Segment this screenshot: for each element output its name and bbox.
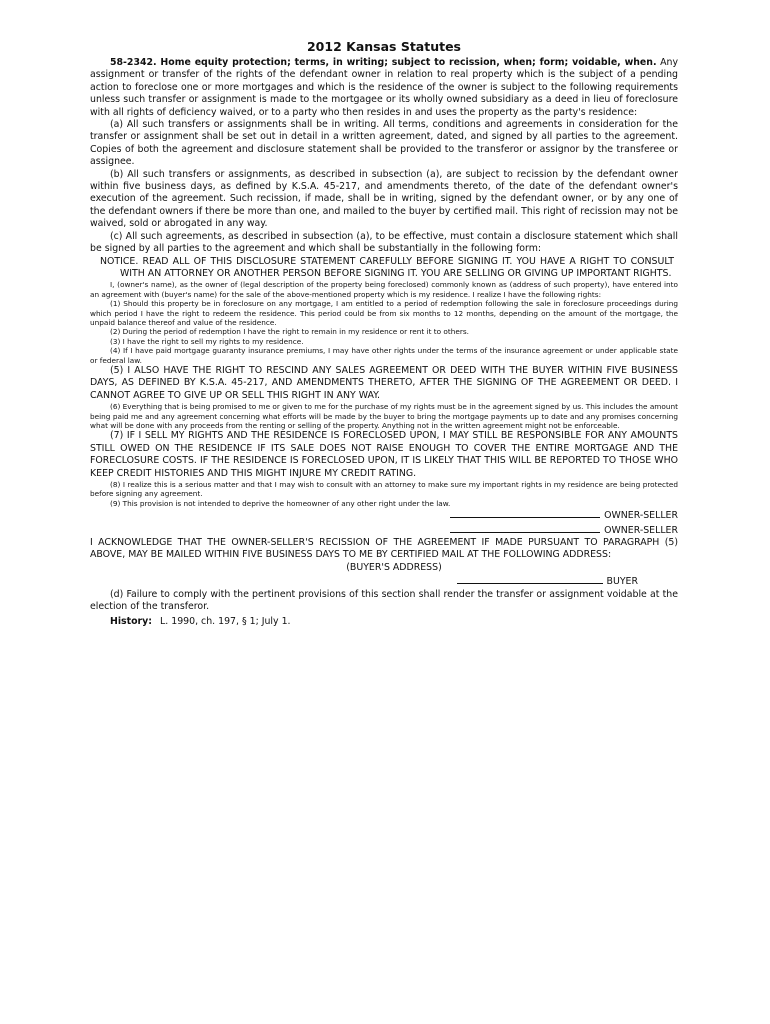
right-item-9: (9) This provision is not intended to deprive the homeowner of any other right under the law. [110,498,451,508]
paragraph-c: (c) All such agreements, as described in subsection (a), to be effective, must contain a disclosure statement which shall be signed by all parties to the agreement and which shall be substantially in the following form: [90,230,678,255]
paragraph-b: (b) All such transfers or assignments, as described in subsection (a), are subject to recission by the defendant owner within five business days, as defined by K.S.A. 45-217, and amendments thereto, of the date of the defendant owner's execution of the agreement. Such recission, if made, shall be in writing, signed by the defendant owner, or by any one of the defendant owners if there be more than one, and mailed to the buyer by certified mail. This right of recission may not be waived, sold or abrogated in any way. [90,168,678,230]
section-heading: 58-2342. Home equity protection; terms, in writing; subject to recission, when; form; voidable, when. [110,57,657,68]
right-item-8: (8) I realize this is a serious matter and that I may wish to consult with an attorney to make sure my important rights in my residence are being protected before signing any agreement. [90,480,678,499]
right-item-4: (4) If I have paid mortgage guaranty insurance premiums, I may have other rights under the terms of the insurance agreement or under applicable state or federal law. [90,346,678,365]
disclosure-notice: NOTICE. READ ALL OF THIS DISCLOSURE STATEMENT CAREFULLY BEFORE SIGNING IT. YOU HAVE A RIGHT TO CONSULT WITH AN ATTORNEY OR ANOTHER PERSON BEFORE SIGNING IT. YOU ARE SELLING OR GIVING UP IMPORTANT RIGHTS. [100,255,674,279]
statute-page [90,38,678,628]
form-intro: I, (owner's name), as the owner of (legal description of the property being foreclosed) commonly known as (address of such property), have entered into an agreement with (buyer's name) for the sale of the above-mentioned property which is my residence. I realize I have the following rights: [90,280,678,299]
section-intro [90,57,678,119]
buyer-signature [90,574,678,588]
signature-line [450,523,600,533]
owner-seller-signature-2 [90,523,678,537]
signature-line [450,508,600,518]
owner-seller-label: OWNER-SELLER [604,510,678,522]
buyer-label: BUYER [606,576,638,588]
intro-text: Any assignment or transfer of the rights of the defendant owner in relation to real property which is the subject of a pending action to foreclose one or more mortgages and which is the residence of the owner is subject to the following requirements unless such transfer or assignment is made to the mortgagee or its wholly owned subsidiary as a deed in lieu of foreclosure with all rights of deficiency waived, or to a party who then resides in and uses the property as the party's residence: [90,57,678,118]
owner-seller-label: OWNER-SELLER [604,524,678,536]
history-label: History: [110,615,153,627]
right-item-2: (2) During the period of redemption I have the right to remain in my residence or rent it to others. [110,327,469,337]
right-item-3: (3) I have the right to sell my rights to my residence. [110,336,304,346]
right-item-5: (5) I ALSO HAVE THE RIGHT TO RESCIND ANY SALES AGREEMENT OR DEED WITH THE BUYER WITHIN FIVE BUSINESS DAYS, AS DEFINED BY K.S.A. 45-217, AND AMENDMENTS THERETO, AFTER THE SIGNING OF THE AGREEMENT OR DEED. I CANNOT AGREE TO GIVE UP OR SELL THIS RIGHT IN ANY WAY. [90,364,678,401]
paragraph-d: (d) Failure to comply with the pertinent provisions of this section shall render the transfer or assignment voidable at the election of the transferor. [90,588,678,613]
right-item-7: (7) IF I SELL MY RIGHTS AND THE RESIDENCE IS FORECLOSED UPON, I MAY STILL BE RESPONSIBLE FOR ANY AMOUNTS STILL OWED ON THE RESIDENCE IF ITS SALE DOES NOT RAISE ENOUGH TO COVER THE ENTIRE MORTGAGE AND THE FORECLOSURE COSTS. IF THE RESIDENCE IS FORECLOSED UPON, IT IS LIKELY THAT THIS WILL BE REPORTED TO THOSE WHO KEEP CREDIT HISTORIES AND THIS MIGHT INJURE MY CREDIT RATING. [90,430,678,479]
signature-line [457,574,603,584]
paragraph-a: (a) All such transfers or assignments shall be in writing. All terms, conditions and agreements in consideration for the transfer or assignment shall be set out in detail in a written agreement, dated, and signed by all parties to the agreement. Copies of both the agreement and disclosure statement shall be provided to the transferor or assignor by the transferee or assignee. [90,119,678,168]
right-item-1: (1) Should this property be in foreclosure on any mortgage, I am entitled to a period of redemption following the sale in foreclosure proceedings during which period I have the right to redeem the residence. This period could be from six months to 12 months, depending on the amount of the mortgage, the unpaid balance thereof and value of the residence. [90,299,678,327]
owner-seller-signature-1 [90,508,678,522]
right-item-6: (6) Everything that is being promised to me or given to me for the purchase of my rights must be in the agreement signed by us. This includes the amount being paid me and any agreement concerning what efforts will be made by the buyer to bring the mortgage payments up to date and any promises concerning what will be done with any proceeds from the renting or selling of the property. Anything not in the written agreement might not be enforceable. [90,402,678,430]
acknowledgement: I ACKNOWLEDGE THAT THE OWNER-SELLER'S RECISSION OF THE AGREEMENT IF MADE PURSUANT TO PARAGRAPH (5) ABOVE, MAY BE MAILED WITHIN FIVE BUSINESS DAYS TO ME BY CERTIFIED MAIL AT THE FOLLOWING ADDRESS: [90,537,678,561]
history [90,616,678,628]
buyers-address: (BUYER'S ADDRESS) [346,561,442,573]
history-text: L. 1990, ch. 197, § 1; July 1. [160,615,291,627]
document-title: 2012 Kansas Statutes [306,39,461,54]
